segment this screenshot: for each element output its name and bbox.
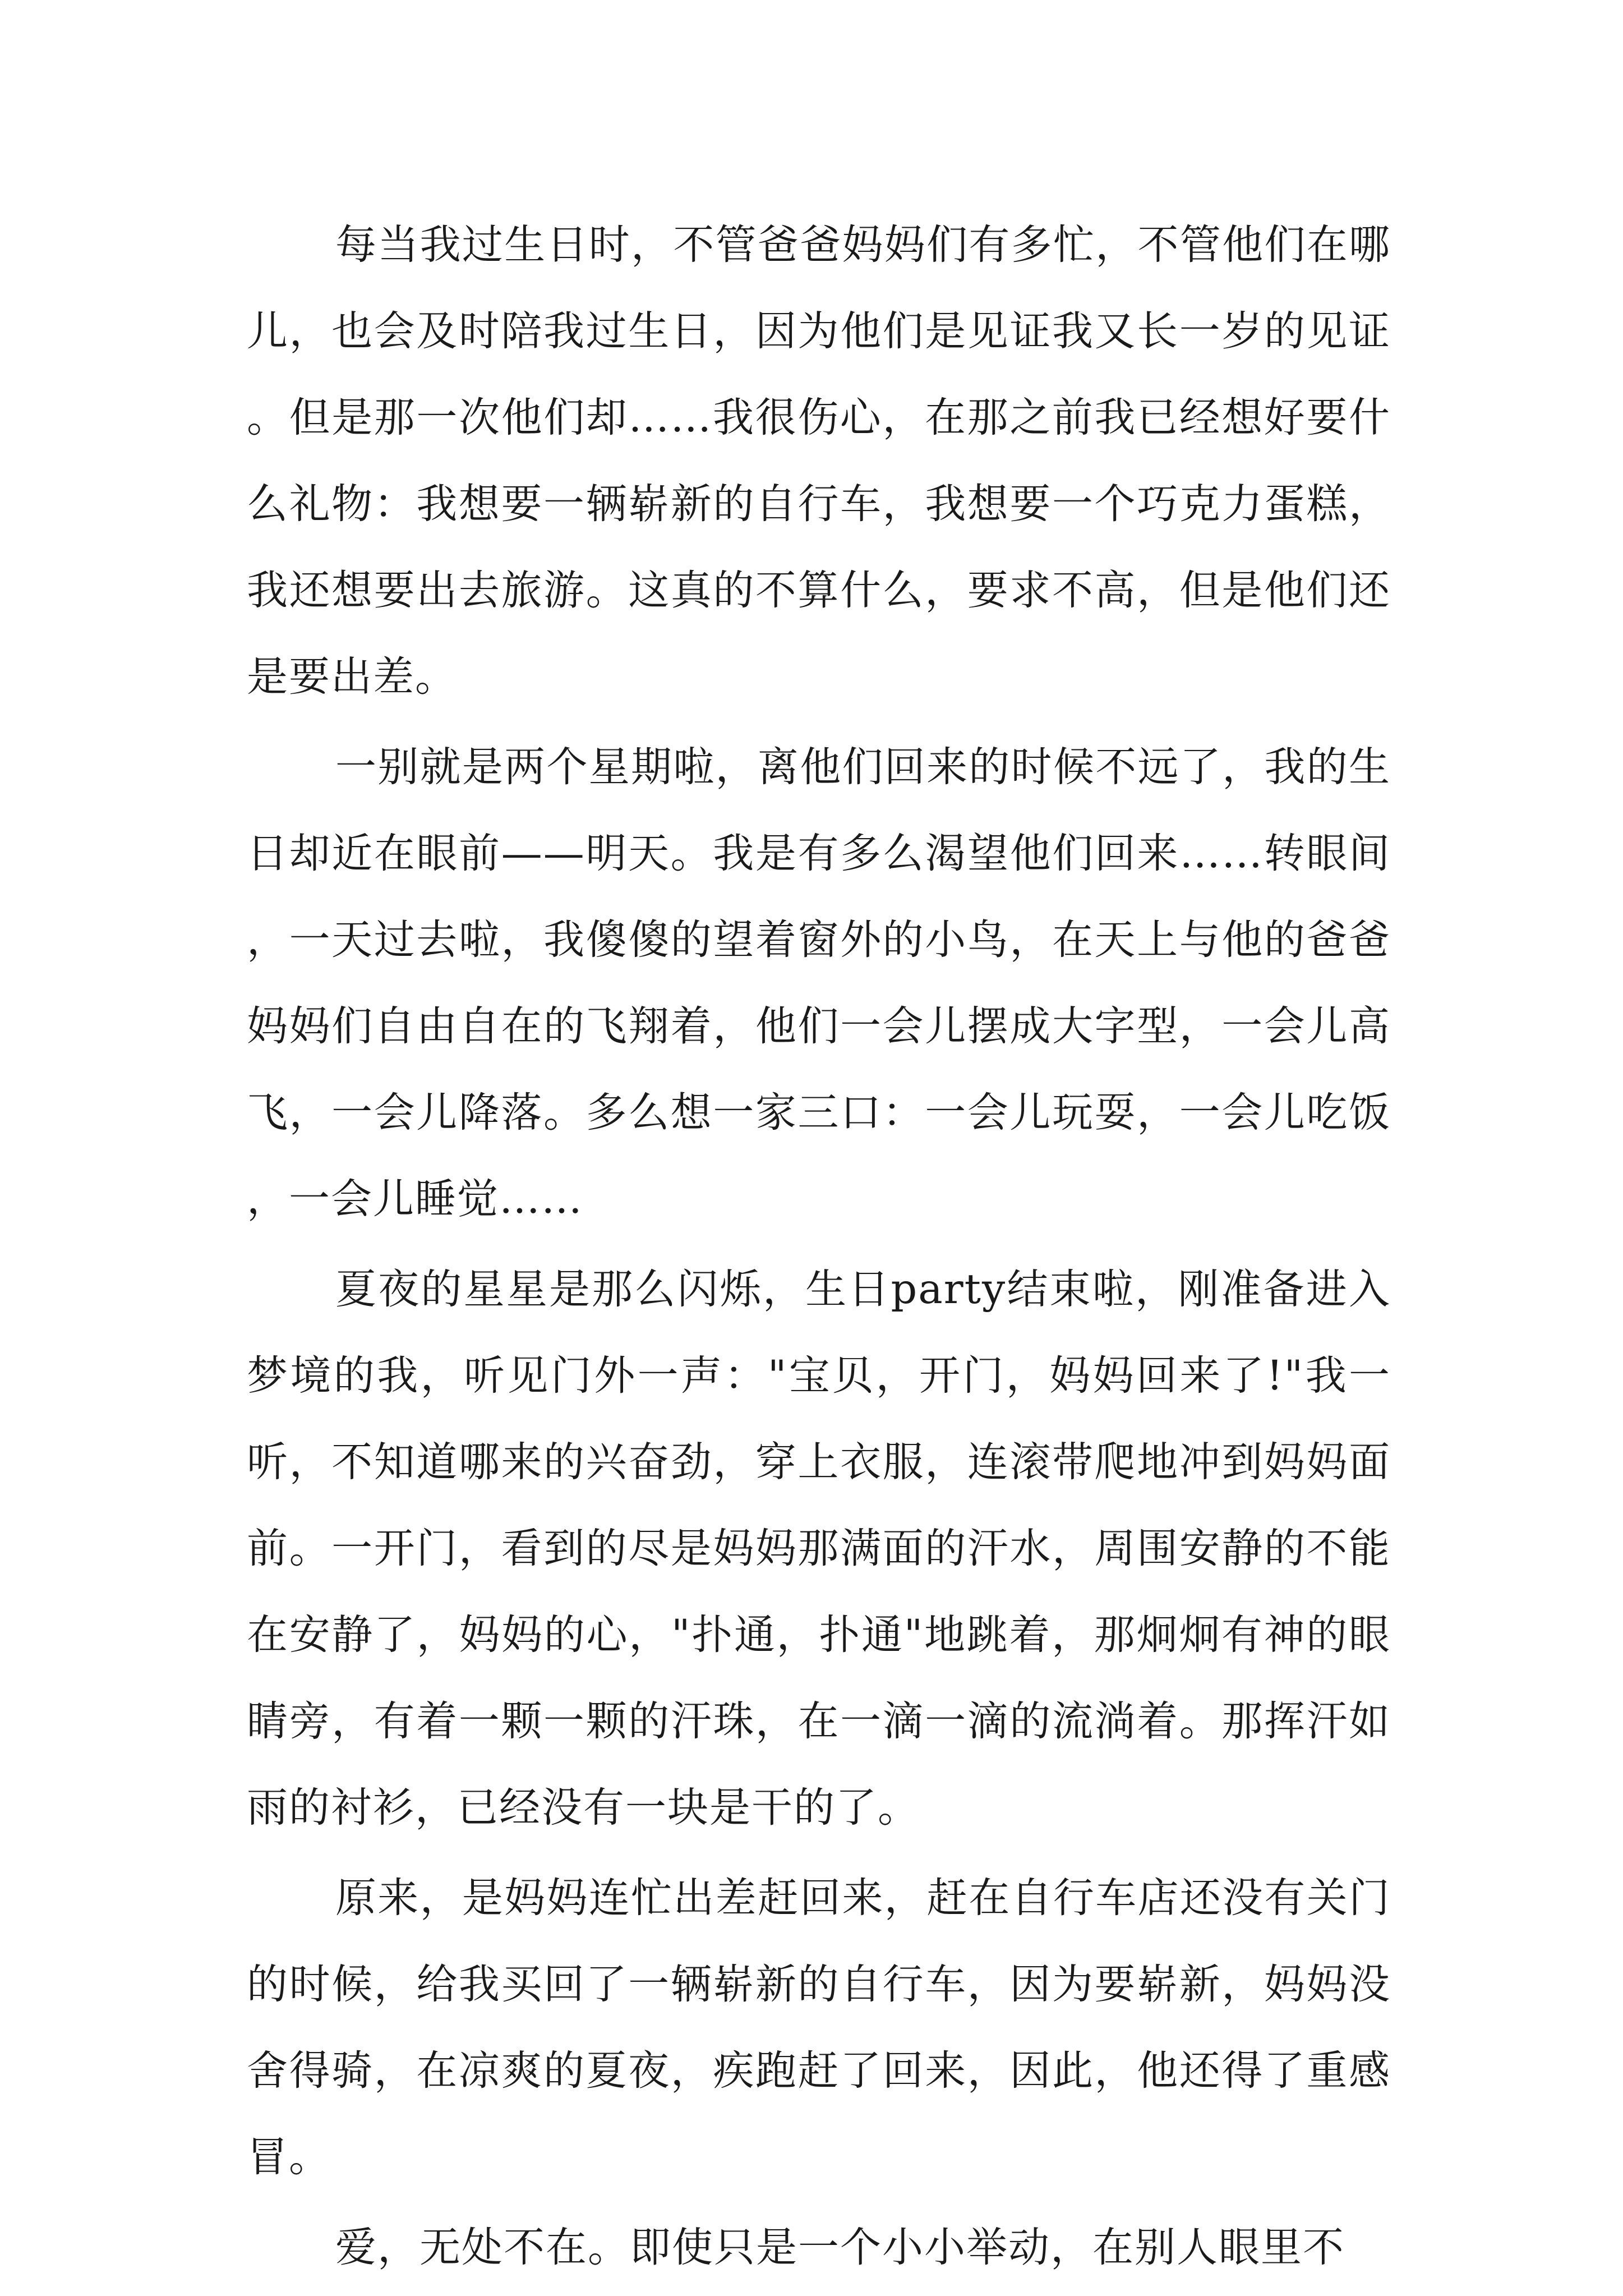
paragraph-5: 爱，无处不在。即使只是一个小小举动，在别人眼里不 — [335, 2224, 1345, 2271]
document-body — [247, 202, 1391, 2295]
paragraph-3: 夏夜的星星是那么闪烁，生日party结束啦，刚准备进入梦境的我，听见门外一声："宝贝，开门，妈妈回来了!"我一听，不知道哪来的兴奋劲，穿上衣服，连滚带爬地冲到妈妈面前。一开门，看到的尽是妈妈那满面的汗水，周围安静的不能在安静了，妈妈的心，"扑通，扑通"地跳着，那炯炯有神的眼睛旁，有着一颗一颗的汗珠，在一滴一滴的流淌着。那挥汗如雨的衬衫，已经没有一块是干的了。 — [247, 1266, 1391, 1832]
paragraph-4: 原来，是妈妈连忙出差赶回来，赶在自行车店还没有关门的时候，给我买回了一辆崭新的自行车，因为要崭新，妈妈没舍得骑，在凉爽的夏夜，疾跑赶了回来，因此，他还得了重感冒。 — [247, 1874, 1391, 2181]
paragraph-1: 每当我过生日时，不管爸爸妈妈们有多忙，不管他们在哪儿，也会及时陪我过生日，因为他们是见证我又长一岁的见证。但是那一次他们却……我很伤心，在那之前我已经想好要什么礼物：我想要一辆崭新的自行车，我想要一个巧克力蛋糕，我还想要出去旅游。这真的不算什么，要求不高，但是他们还是要出差。 — [247, 221, 1391, 701]
paragraph-2: 一别就是两个星期啦，离他们回来的时候不远了，我的生日却近在眼前——明天。我是有多么渴望他们回来……转眼间，一天过去啦，我傻傻的望着窗外的小鸟，在天上与他的爸爸妈妈们自由自在的飞翔着，他们一会儿摆成大字型，一会儿高飞，一会儿降落。多么想一家三口：一会儿玩耍，一会儿吃饭，一会儿睡觉…… — [247, 743, 1391, 1223]
